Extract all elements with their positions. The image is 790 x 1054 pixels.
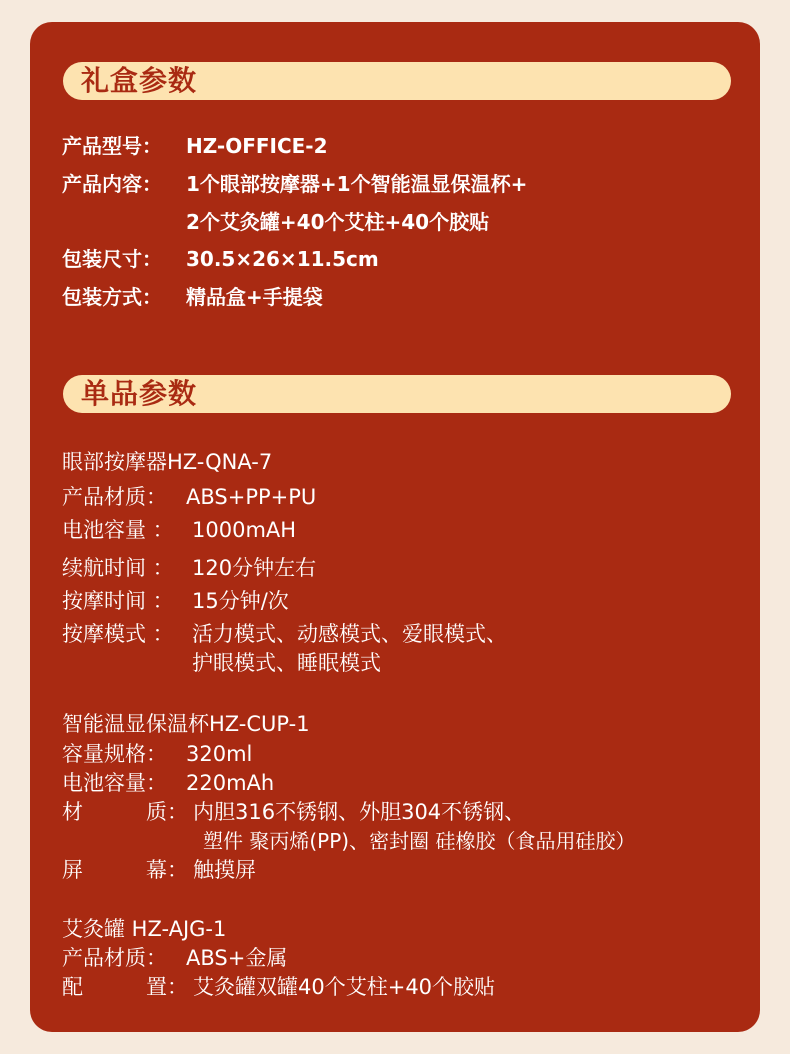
cup-heading: 智能温显保温杯HZ-CUP-1: [62, 712, 310, 736]
massage-mode-label: 按摩模式 ：: [62, 622, 174, 646]
cup-screen-value: 触摸屏: [193, 858, 256, 882]
cup-material-value: 内胆316不锈钢、外胆304不锈钢、: [193, 800, 526, 824]
massager-battery-label: 电池容量 ：: [62, 518, 174, 542]
single-item-title: 单品参数: [81, 377, 198, 410]
model-value: HZ-OFFICE-2: [186, 134, 328, 158]
moxa-material-value: ABS+金属: [186, 946, 288, 970]
moxa-material-label: 产品材质：: [62, 946, 167, 970]
content-label: 产品内容：: [62, 172, 162, 196]
cup-screen-label-a: 屏: [62, 858, 83, 882]
package-method-value: 精品盒+手提袋: [186, 285, 323, 309]
cup-material-label-a: 材: [62, 800, 83, 824]
package-size-label: 包装尺寸：: [62, 247, 162, 271]
model-label: 产品型号：: [62, 134, 162, 158]
cup-battery-value: 220mAh: [186, 771, 275, 795]
gift-box-title: 礼盒参数: [81, 64, 198, 97]
massager-battery-value: 1000mAH: [192, 518, 297, 542]
package-method-label: 包装方式：: [62, 285, 162, 309]
moxa-config-label-b: 置：: [146, 975, 188, 999]
massage-mode-value: 活力模式、动感模式、爱眼模式、: [192, 622, 507, 646]
massager-material-label: 产品材质：: [62, 485, 167, 509]
cup-material-label-b: 质：: [146, 800, 188, 824]
massage-time-value: 15分钟/次: [192, 589, 289, 613]
massager-heading: 眼部按摩器HZ-QNA-7: [62, 450, 273, 474]
cup-material-value-line2: 塑件 聚丙烯(PP)、密封圈 硅橡胶（食品用硅胶）: [203, 829, 636, 853]
gift-box-header: [63, 62, 731, 100]
content-value: 1个眼部按摩器+1个智能温显保温杯+: [186, 172, 528, 196]
massager-material-value: ABS+PP+PU: [186, 485, 317, 509]
package-size-value: 30.5×26×11.5cm: [186, 247, 379, 271]
massage-mode-value-line2: 护眼模式、睡眠模式: [192, 651, 381, 675]
moxa-config-label-a: 配: [62, 975, 83, 999]
massager-endurance-value: 120分钟左右: [192, 556, 317, 580]
cup-capacity-label: 容量规格：: [62, 742, 167, 766]
cup-capacity-value: 320ml: [186, 742, 253, 766]
moxa-config-value: 艾灸罐双罐40个艾柱+40个胶贴: [193, 975, 496, 999]
moxa-heading: 艾灸罐 HZ-AJG-1: [62, 917, 227, 941]
cup-battery-label: 电池容量：: [62, 771, 167, 795]
cup-screen-label-b: 幕：: [146, 858, 188, 882]
content-value-line2: 2个艾灸罐+40个艾柱+40个胶贴: [186, 210, 490, 234]
single-item-header: [63, 375, 731, 413]
massager-endurance-label: 续航时间 ：: [62, 556, 174, 580]
massage-time-label: 按摩时间 ：: [62, 589, 174, 613]
